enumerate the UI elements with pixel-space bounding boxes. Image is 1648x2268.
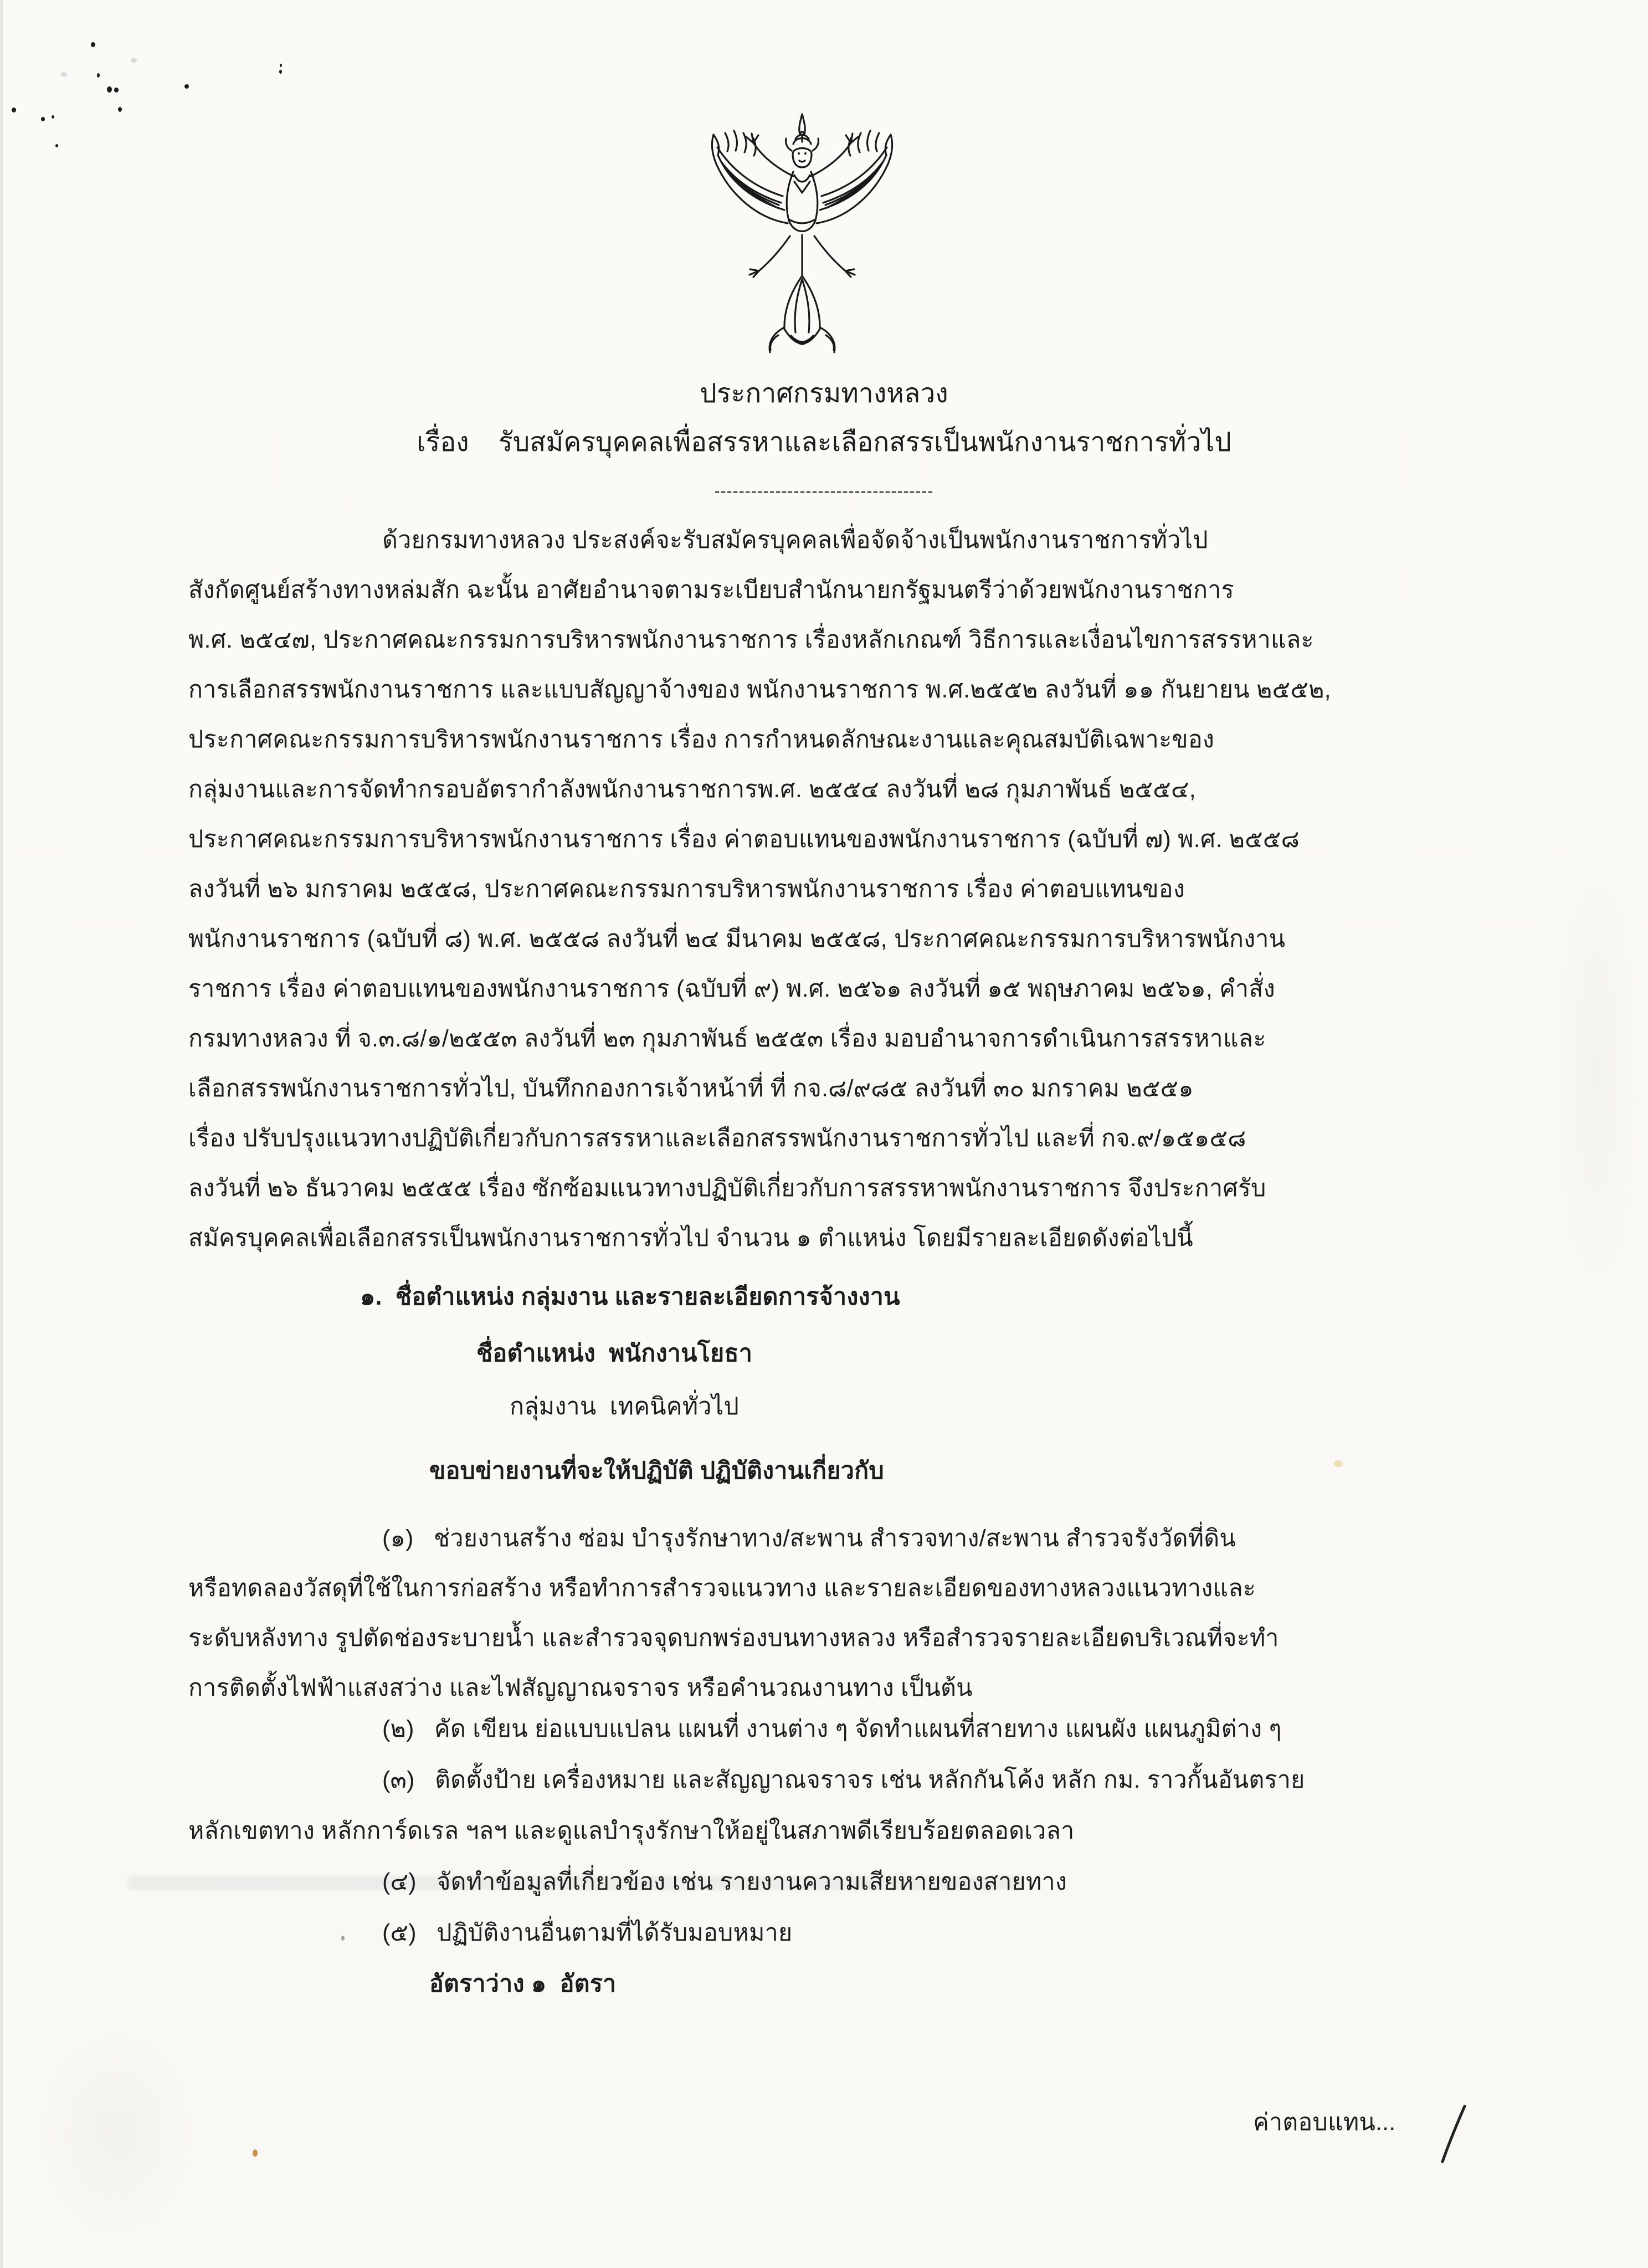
continuation-text: ค่าตอบแทน... (1253, 2109, 1396, 2136)
intro-line-9: พนักงานราชการ (ฉบับที่ ๘) พ.ศ. ๒๕๕๘ ลงวันที่ ๒๔ มีนาคม ๒๕๕๘, ประกาศคณะกรรมการบริหารพนักงาน (188, 926, 1286, 952)
announcement-title: ประกาศกรมทางหลวง (700, 379, 948, 408)
vacancy-line: อัตราว่าง ๑ อัตรา (429, 1971, 617, 1997)
scan-speck (118, 107, 122, 112)
work-group-line: กลุ่มงาน เทคนิคทั่วไป (510, 1393, 739, 1420)
intro-line-7: ประกาศคณะกรรมการบริหารพนักงานราชการ เรื่อง ค่าตอบแทนของพนักงานราชการ (ฉบับที่ ๗) พ.ศ. ๒๕๕๘ (188, 826, 1300, 853)
scan-speck (341, 1936, 345, 1941)
scan-speck (114, 88, 119, 93)
intro-line-8: ลงวันที่ ๒๖ มกราคม ๒๕๕๘, ประกาศคณะกรรมการบริหารพนักงานราชการ เรื่อง ค่าตอบแทนของ (188, 876, 1185, 902)
intro-line-10: ราชการ เรื่อง ค่าตอบแทนของพนักงานราชการ (ฉบับที่ ๙) พ.ศ. ๒๕๖๑ ลงวันที่ ๑๕ พฤษภาคม ๒๕๖๑, คำสั่ง (188, 976, 1275, 1002)
continuation-slash-mark (1438, 2103, 1469, 2165)
title-divider: ------------------------------------ (714, 482, 934, 500)
duty-line-2: หรือทดลองวัสดุที่ใช้ในการก่อสร้าง หรือทำการสำรวจแนวทาง และรายละเอียดของทางหลวงแนวทางและ (188, 1575, 1256, 1602)
scan-edge-shadow (0, 0, 3, 2268)
intro-line-4: การเลือกสรรพนักงานราชการ และแบบสัญญาจ้างของ พนักงานราชการ พ.ศ.๒๕๕๒ ลงวันที่ ๑๑ กันยายน ๒๕๕๒, (188, 676, 1331, 703)
intro-line-5: ประกาศคณะกรรมการบริหารพนักงานราชการ เรื่อง การกำหนดลักษณะงานและคุณสมบัติเฉพาะของ (188, 726, 1215, 753)
duty-line-9: (๕) ปฏิบัติงานอื่นตามที่ได้รับมอบหมาย (382, 1920, 793, 1946)
scan-speck (41, 117, 45, 121)
intro-line-3: พ.ศ. ๒๕๔๗, ประกาศคณะกรรมการบริหารพนักงานราชการ เรื่องหลักเกณฑ์ วิธีการและเงื่อนไขการสรรหาและ (188, 627, 1314, 653)
intro-line-14: ลงวันที่ ๒๖ ธันวาคม ๒๕๕๕ เรื่อง ซักซ้อมแนวทางปฏิบัติเกี่ยวกับการสรรหาพนักงานราชการ จึงประกาศรับ (188, 1175, 1266, 1202)
intro-line-1: ด้วยกรมทางหลวง ประสงค์จะรับสมัครบุคคลเพื่อจัดจ้างเป็นพนักงานราชการทั่วไป (382, 527, 1208, 553)
scan-speck (91, 42, 95, 47)
scan-speck (280, 64, 282, 67)
duty-line-1: (๑) ช่วยงานสร้าง ซ่อม บำรุงรักษาทาง/สะพาน สำรวจทาง/สะพาน สำรวจรังวัดที่ดิน (382, 1525, 1236, 1552)
position-title-line: ชื่อตำแหน่ง พนักงานโยธา (476, 1340, 753, 1367)
intro-line-12: เลือกสรรพนักงานราชการทั่วไป, บันทึกกองการเจ้าหน้าที่ ที่ กจ.๘/๙๘๕ ลงวันที่ ๓๐ มกราคม ๒๕๕๑ (188, 1075, 1194, 1102)
scan-speck (55, 144, 58, 147)
section1-heading: ๑. ชื่อตำแหน่ง กลุ่มงาน และรายละเอียดการจ้างงาน (360, 1284, 900, 1310)
intro-line-2: สังกัดศูนย์สร้างทางหล่มสัก ฉะนั้น อาศัยอำนาจตามระเบียบสำนักนายกรัฐมนตรีว่าด้วยพนักงานราชการ (188, 577, 1234, 603)
announcement-subject: เรื่อง รับสมัครบุคคลเพื่อสรรหาและเลือกสรรเป็นพนักงานราชการทั่วไป (417, 428, 1231, 457)
duty-line-3: ระดับหลังทาง รูปตัดช่องระบายน้ำ และสำรวจจุดบกพร่องบนทางหลวง หรือสำรวจรายละเอียดบริเวณที่จะทำ (188, 1625, 1279, 1651)
duty-line-7: หลักเขตทาง หลักการ์ดเรล ฯลฯ และดูแลบำรุงรักษาให้อยู่ในสภาพดีเรียบร้อยตลอดเวลา (188, 1818, 1075, 1844)
garuda-emblem (699, 110, 905, 379)
scan-speck (279, 70, 282, 74)
scan-shade (1546, 803, 1648, 1346)
scan-stain (1334, 1460, 1343, 1467)
duty-line-5: (๒) คัด เขียน ย่อแบบแปลน แผนที่ งานต่าง ๆ จัดทำแผนที่สายทาง แผนผัง แผนภูมิต่าง ๆ (382, 1716, 1282, 1742)
scan-speck (131, 58, 137, 63)
intro-line-15: สมัครบุคคลเพื่อเลือกสรรเป็นพนักงานราชการทั่วไป จำนวน ๑ ตำแหน่ง โดยมีรายละเอียดดังต่อไปนี้ (188, 1225, 1193, 1251)
scan-speck (52, 115, 54, 119)
duty-line-6: (๓) ติดตั้งป้าย เครื่องหมาย และสัญญาณจราจร เช่น หลักกันโค้ง หลัก กม. ราวกั้นอันตราย (382, 1767, 1305, 1793)
scan-shade (33, 2022, 199, 2244)
scan-speck (12, 107, 16, 112)
duty-line-8: (๔) จัดทำข้อมูลที่เกี่ยวข้อง เช่น รายงานความเสียหายของสายทาง (382, 1869, 1067, 1895)
scan-speck (184, 84, 189, 89)
intro-line-11: กรมทางหลวง ที่ จ.๓.๘/๑/๒๕๕๓ ลงวันที่ ๒๓ กุมภาพันธ์ ๒๕๕๓ เรื่อง มอบอำนาจการดำเนินการสรรหาและ (188, 1025, 1266, 1052)
scope-heading: ขอบข่ายงานที่จะให้ปฏิบัติ ปฏิบัติงานเกี่ยวกับ (429, 1458, 884, 1484)
scan-speck (107, 86, 112, 93)
intro-line-6: กลุ่มงานและการจัดทำกรอบอัตรากำลังพนักงานราชการพ.ศ. ๒๕๕๔ ลงวันที่ ๒๘ กุมภาพันธ์ ๒๕๕๔, (188, 776, 1196, 803)
scan-speck (97, 73, 100, 78)
scan-speck (60, 72, 67, 77)
intro-line-13: เรื่อง ปรับปรุงแนวทางปฏิบัติเกี่ยวกับการสรรหาและเลือกสรรพนักงานราชการทั่วไป และที่ กจ.๙/๑๕๑๕๘ (188, 1125, 1246, 1152)
duty-line-4: การติดตั้งไฟฟ้าแสงสว่าง และไฟสัญญาณจราจร หรือคำนวณงานทาง เป็นต้น (188, 1675, 973, 1701)
scan-stain (253, 2149, 258, 2157)
